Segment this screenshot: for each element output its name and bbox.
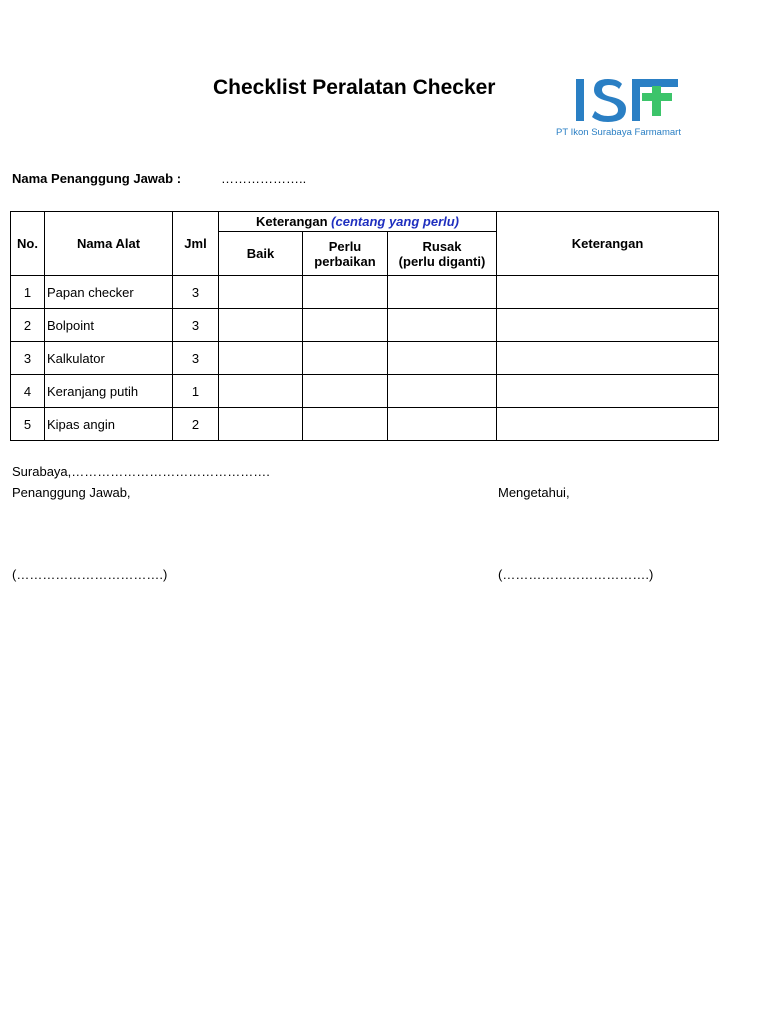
row-perlu-perbaikan-cell[interactable]: [303, 276, 388, 309]
row-keterangan-cell[interactable]: [497, 408, 719, 441]
row-jml: 1: [173, 375, 219, 408]
row-nama-alat: Kalkulator: [45, 342, 173, 375]
row-baik-cell[interactable]: [219, 276, 303, 309]
keterangan-note: (centang yang perlu): [331, 214, 460, 229]
row-no: 2: [11, 309, 45, 342]
header-no: No.: [11, 212, 45, 276]
left-signature-line: (…………………………….): [12, 567, 168, 582]
keterangan-group-label: Keterangan: [256, 214, 328, 229]
row-jml: 3: [173, 276, 219, 309]
penanggung-jawab-label: Nama Penanggung Jawab :: [12, 171, 182, 186]
row-no: 3: [11, 342, 45, 375]
page-title: Checklist Peralatan Checker: [213, 76, 496, 99]
row-rusak-cell[interactable]: [388, 375, 497, 408]
row-keterangan-cell[interactable]: [497, 375, 719, 408]
row-nama-alat: Keranjang putih: [45, 375, 173, 408]
table-row: [11, 276, 719, 309]
header-baik: Baik: [219, 232, 303, 276]
row-jml: 3: [173, 309, 219, 342]
row-perlu-perbaikan-cell[interactable]: [303, 342, 388, 375]
header-keterangan-group: [219, 212, 497, 232]
row-rusak-cell[interactable]: [388, 309, 497, 342]
row-no: 4: [11, 375, 45, 408]
table-row: [11, 408, 719, 441]
right-signature-line: (…………………………….): [498, 567, 654, 582]
header-perlu-perbaikan: [303, 232, 388, 276]
row-keterangan-cell[interactable]: [497, 309, 719, 342]
row-jml: 2: [173, 408, 219, 441]
header-jml: Jml: [173, 212, 219, 276]
row-keterangan-cell[interactable]: [497, 276, 719, 309]
table-row: [11, 375, 719, 408]
rusak-line2: (perlu diganti): [398, 253, 486, 269]
row-nama-alat: Bolpoint: [45, 309, 173, 342]
row-baik-cell[interactable]: [219, 375, 303, 408]
row-jml: 3: [173, 342, 219, 375]
row-no: 5: [11, 408, 45, 441]
header-nama-alat: Nama Alat: [45, 212, 173, 276]
row-perlu-perbaikan-cell[interactable]: [303, 408, 388, 441]
row-no: 1: [11, 276, 45, 309]
row-perlu-perbaikan-cell[interactable]: [303, 309, 388, 342]
table-row: [11, 342, 719, 375]
row-baik-cell[interactable]: [219, 408, 303, 441]
rusak-line1: Rusak: [422, 238, 462, 254]
row-rusak-cell[interactable]: [388, 408, 497, 441]
row-nama-alat: Kipas angin: [45, 408, 173, 441]
perlu-line1: Perlu: [328, 238, 362, 254]
isf-logo-icon: [556, 76, 702, 126]
penanggung-jawab-value: ………………..: [221, 171, 307, 186]
row-baik-cell[interactable]: [219, 342, 303, 375]
header-keterangan: Keterangan: [497, 212, 719, 276]
left-signatory-role: Penanggung Jawab,: [12, 485, 131, 500]
company-name: PT Ikon Surabaya Farmamart: [556, 127, 681, 138]
row-nama-alat: Papan checker: [45, 276, 173, 309]
right-signatory-role: Mengetahui,: [498, 485, 570, 500]
header-rusak: [388, 232, 497, 276]
row-keterangan-cell[interactable]: [497, 342, 719, 375]
company-logo: [556, 76, 702, 142]
table-row: [11, 309, 719, 342]
row-rusak-cell[interactable]: [388, 342, 497, 375]
row-baik-cell[interactable]: [219, 309, 303, 342]
place-date-line: Surabaya,……………………………………….: [12, 464, 270, 479]
checklist-table: [10, 211, 719, 441]
row-rusak-cell[interactable]: [388, 276, 497, 309]
row-perlu-perbaikan-cell[interactable]: [303, 375, 388, 408]
perlu-line2: perbaikan: [314, 253, 376, 269]
